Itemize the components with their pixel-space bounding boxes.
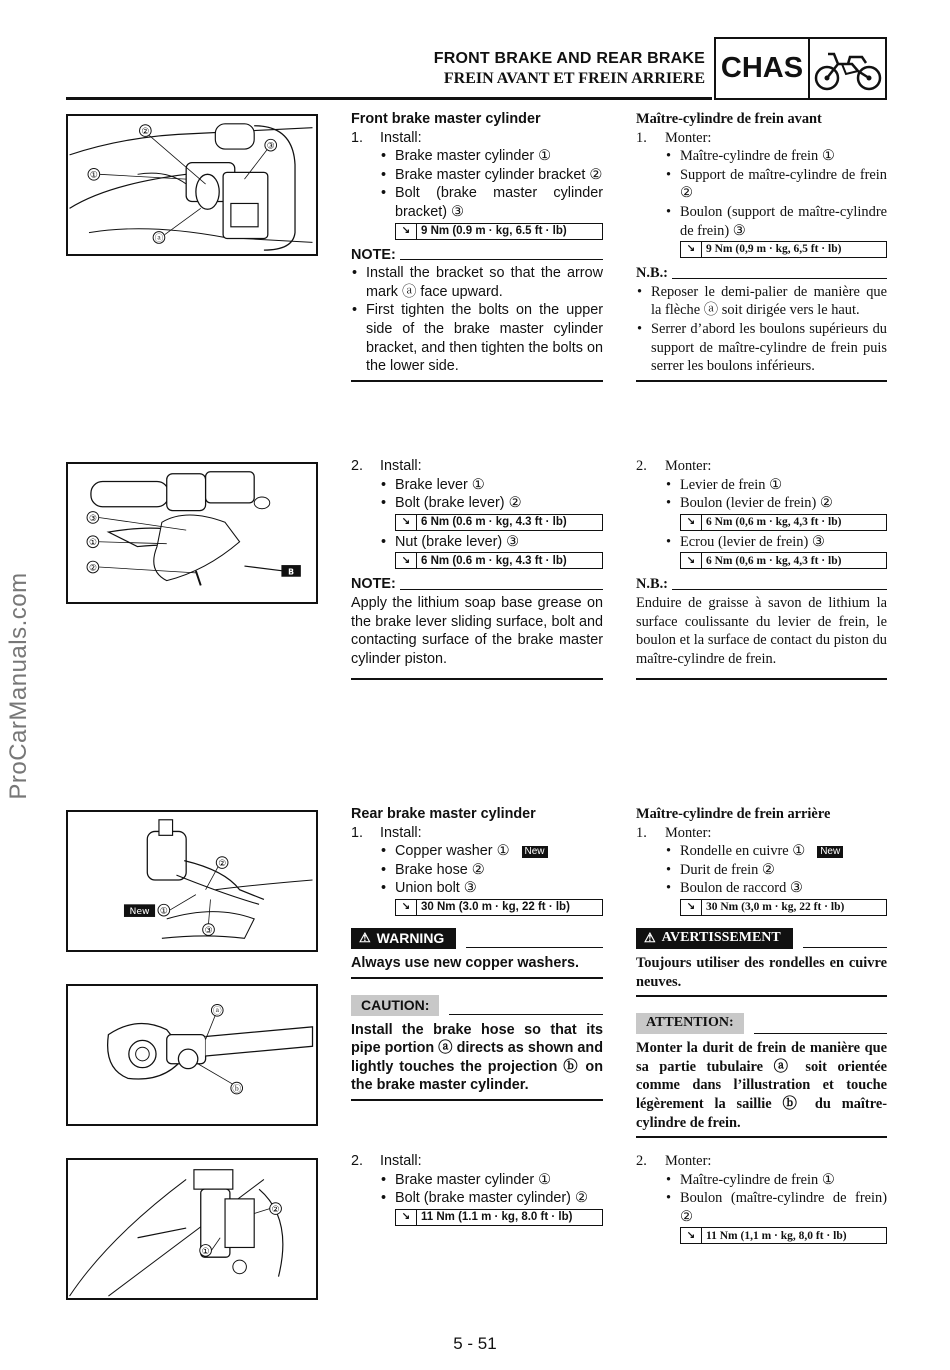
section-rule: [351, 678, 603, 680]
note-label: NOTE:: [351, 576, 396, 593]
warning-label: WARNING: [376, 930, 445, 947]
warning-header: [351, 928, 603, 949]
watermark: ProCarManuals.com: [5, 572, 32, 800]
note-header: [636, 264, 887, 283]
fig1-label-3: ③: [266, 141, 275, 152]
list-item: [351, 842, 603, 861]
list-item: • Brake master cylinder bracket ②: [351, 166, 603, 185]
section-rule: [351, 977, 603, 979]
wrench-icon: ↘: [396, 515, 417, 530]
torque-value: 30 Nm (3,0 m · kg, 22 ft · lb): [706, 901, 845, 914]
page-number: 5 - 51: [453, 1334, 497, 1353]
step-number: 1.: [636, 824, 647, 841]
caution-header: [636, 1013, 887, 1034]
section-rule: [636, 678, 887, 680]
step-label: Install:: [380, 824, 422, 841]
sec4-en: [351, 1152, 603, 1228]
caution-label: CAUTION:: [351, 995, 439, 1016]
note-header: [351, 575, 603, 594]
note-item: • Reposer le demi-palier de manière que la flèche ⓐ soit dirigée vers le haut.: [636, 283, 887, 320]
header-title-fr: FREIN AVANT ET FREIN ARRIERE: [443, 70, 705, 87]
header-rule: [66, 97, 712, 100]
torque-value: 11 Nm (1.1 m · kg, 8.0 ft · lb): [421, 1210, 573, 1223]
sec2-en: [351, 457, 603, 680]
sec3-en: [351, 805, 603, 1101]
wrench-icon: ↘: [681, 553, 702, 568]
sec1-en-heading: Front brake master cylinder: [351, 111, 541, 127]
torque-spec: [395, 552, 603, 569]
list-item: • Boulon (support de maître-cylindre de frein) ③: [636, 203, 887, 240]
note-text: Enduire de graisse à savon de lithium la surface coulissante du levier de frein, le boulon et la surface de contact du piston du maître-cylindre de frein.: [636, 594, 887, 667]
fig2-label-3: ③: [88, 513, 97, 524]
list-item: • Maître-cylindre de frein ①: [636, 1171, 887, 1190]
section-rule: [636, 380, 887, 382]
warning-label-box: [351, 928, 456, 949]
wrench-icon: ↘: [681, 900, 702, 915]
note-label: N.B.:: [636, 265, 668, 282]
fig2-label-b: B: [288, 567, 295, 577]
list-item: • Bolt (brake master cylinder) ②: [351, 1189, 603, 1208]
step-number: 2.: [636, 458, 647, 474]
wrench-icon: ↘: [396, 553, 417, 568]
step-label: Monter:: [665, 458, 712, 474]
list-item-text: Copper washer ①: [395, 843, 510, 860]
torque-value: 6 Nm (0,6 m · kg, 4,3 ft · lb): [706, 515, 842, 528]
torque-spec: [680, 241, 887, 258]
step-number: 2.: [636, 1153, 647, 1169]
note-label: N.B.:: [636, 576, 668, 593]
header-title-en: FRONT BRAKE AND REAR BRAKE: [433, 50, 705, 67]
sec1-en: [351, 110, 603, 382]
new-badge: New: [522, 846, 548, 858]
fig1-label-a: ⓐ: [154, 233, 164, 244]
step-number: 1.: [351, 129, 364, 146]
wrench-icon: ↘: [681, 515, 702, 530]
sec3-fr: [636, 805, 887, 1138]
list-item: • Bolt (brake master cylinder bracket) ③: [351, 184, 603, 221]
caution-text: Install the brake hose so that its pipe portion ⓐ directs as shown and lightly touches the projection ⓑ on the brake master cylinder.: [351, 1021, 603, 1094]
torque-value: 9 Nm (0,9 m · kg, 6,5 ft · lb): [706, 243, 842, 256]
fig3-new-badge: New: [129, 906, 150, 918]
fig3-label-2: ②: [218, 858, 227, 869]
torque-spec: [680, 552, 887, 569]
step-number: 2.: [351, 458, 364, 474]
torque-value: 9 Nm (0.9 m · kg, 6.5 ft · lb): [421, 224, 567, 237]
list-item: • Support de maître-cylindre de frein ②: [636, 166, 887, 203]
fig1-label-1: ①: [89, 170, 98, 181]
note-label: NOTE:: [351, 246, 396, 263]
sec4-fr: [636, 1152, 887, 1246]
note-header: [636, 575, 887, 594]
torque-value: 6 Nm (0.6 m · kg, 4.3 ft · lb): [421, 554, 567, 567]
note-item: • Install the bracket so that the arrow mark ⓐ face upward.: [351, 264, 603, 301]
list-item: • Bolt (brake lever) ②: [351, 494, 603, 513]
step-label: Install:: [380, 1153, 422, 1169]
torque-spec: [395, 899, 603, 916]
warning-label: AVERTISSEMENT: [661, 930, 781, 946]
note-item: • Serrer d’abord les boulons supérieurs du support de maître-cylindre de frein puis serrer les boulons inférieurs.: [636, 320, 887, 376]
list-item: • Maître-cylindre de frein ①: [636, 147, 887, 166]
fig3-label-1: ①: [159, 906, 168, 917]
list-item: • Boulon (maître-cylindre de frein) ②: [636, 1189, 887, 1226]
fig5-label-2: ②: [271, 1204, 280, 1215]
warning-icon: ⚠: [359, 930, 371, 946]
torque-value: 30 Nm (3.0 m · kg, 22 ft · lb): [421, 901, 570, 914]
fig3-label-3: ③: [204, 925, 213, 936]
list-item: [636, 842, 887, 861]
fig2-label-1: ①: [88, 538, 97, 549]
section-code: CHAS: [716, 39, 810, 98]
section-badge: [714, 37, 887, 100]
fig4-label-a: ⓐ: [212, 1006, 222, 1017]
torque-spec: [395, 1209, 603, 1226]
step-label: Install:: [380, 458, 422, 474]
step-label: Monter:: [665, 824, 712, 841]
list-item: • Nut (brake lever) ③: [351, 533, 603, 552]
fig5-label-1: ①: [201, 1246, 210, 1257]
sec3-fr-heading: Maître-cylindre de frein arrière: [636, 806, 831, 822]
list-item-text: Rondelle en cuivre ①: [680, 843, 806, 860]
step-number: 1.: [636, 129, 647, 146]
list-item: • Union bolt ③: [351, 879, 603, 898]
figure-brake-hose-orientation: [66, 984, 318, 1126]
caution-text: Monter la durit de frein de manière que sa partie tubulaire ⓐ soit orientée comme dans l’illustration et touche légèrement la saillie ⓑ du maître-cylindre de frein.: [636, 1040, 887, 1131]
step-number: 2.: [351, 1153, 364, 1169]
list-item: • Brake master cylinder ①: [351, 147, 603, 166]
list-item: • Ecrou (levier de frein) ③: [636, 533, 887, 552]
figure-rear-master-cylinder-install: [66, 1158, 318, 1300]
warning-text: Toujours utiliser des rondelles en cuivre neuves.: [636, 954, 887, 990]
list-item: • Boulon de raccord ③: [636, 879, 887, 898]
warning-header: [636, 928, 887, 949]
section-rule: [636, 995, 887, 997]
list-item: • Durit de frein ②: [636, 861, 887, 880]
torque-value: 6 Nm (0.6 m · kg, 4.3 ft · lb): [421, 515, 567, 528]
step-label: Install:: [380, 129, 422, 146]
sec1-fr-heading: Maître-cylindre de frein avant: [636, 111, 822, 127]
torque-spec: [395, 514, 603, 531]
section-rule: [351, 380, 603, 382]
figure-brake-lever: [66, 462, 318, 604]
note-text: Apply the lithium soap base grease on the brake lever sliding surface, bolt and contacting surface of the brake master cylinder piston.: [351, 594, 603, 667]
note-header: [351, 246, 603, 265]
sec3-en-heading: Rear brake master cylinder: [351, 806, 536, 822]
caution-header: [351, 995, 603, 1016]
wrench-icon: ↘: [396, 1210, 417, 1225]
torque-value: 6 Nm (0,6 m · kg, 4,3 ft · lb): [706, 554, 842, 567]
figure-rear-master-cylinder: [66, 810, 318, 952]
warning-icon: ⚠: [644, 930, 656, 946]
torque-value: 11 Nm (1,1 m · kg, 8,0 ft · lb): [706, 1229, 847, 1242]
motorcycle-icon: [810, 39, 885, 98]
step-number: 1.: [351, 824, 364, 841]
torque-spec: [395, 223, 603, 240]
step-label: Monter:: [665, 129, 712, 146]
torque-spec: [680, 899, 887, 916]
fig4-label-b: ⓑ: [232, 1084, 242, 1095]
fig1-label-2: ②: [141, 126, 150, 137]
section-rule: [636, 1136, 887, 1138]
torque-spec: [680, 1227, 887, 1244]
list-item: • Boulon (levier de frein) ②: [636, 494, 887, 513]
warning-label-box: [636, 928, 793, 949]
figure-front-master-cylinder: [66, 114, 318, 256]
sec2-fr: [636, 457, 887, 680]
wrench-icon: ↘: [396, 900, 417, 915]
section-rule: [351, 1099, 603, 1101]
wrench-icon: ↘: [681, 242, 702, 257]
wrench-icon: ↘: [396, 224, 417, 239]
caution-label: ATTENTION:: [636, 1013, 744, 1034]
note-item: • First tighten the bolts on the upper side of the brake master cylinder bracket, and then tighten the bolts on the lower side.: [351, 301, 603, 375]
list-item: • Brake lever ①: [351, 476, 603, 495]
list-item: • Brake hose ②: [351, 861, 603, 880]
list-item: • Levier de frein ①: [636, 476, 887, 495]
step-label: Monter:: [665, 1153, 712, 1169]
new-badge: New: [817, 846, 843, 858]
fig2-label-2: ②: [88, 563, 97, 574]
list-item: • Brake master cylinder ①: [351, 1171, 603, 1190]
sec1-fr: [636, 110, 887, 382]
torque-spec: [680, 514, 887, 531]
wrench-icon: ↘: [681, 1228, 702, 1243]
warning-text: Always use new copper washers.: [351, 954, 579, 971]
